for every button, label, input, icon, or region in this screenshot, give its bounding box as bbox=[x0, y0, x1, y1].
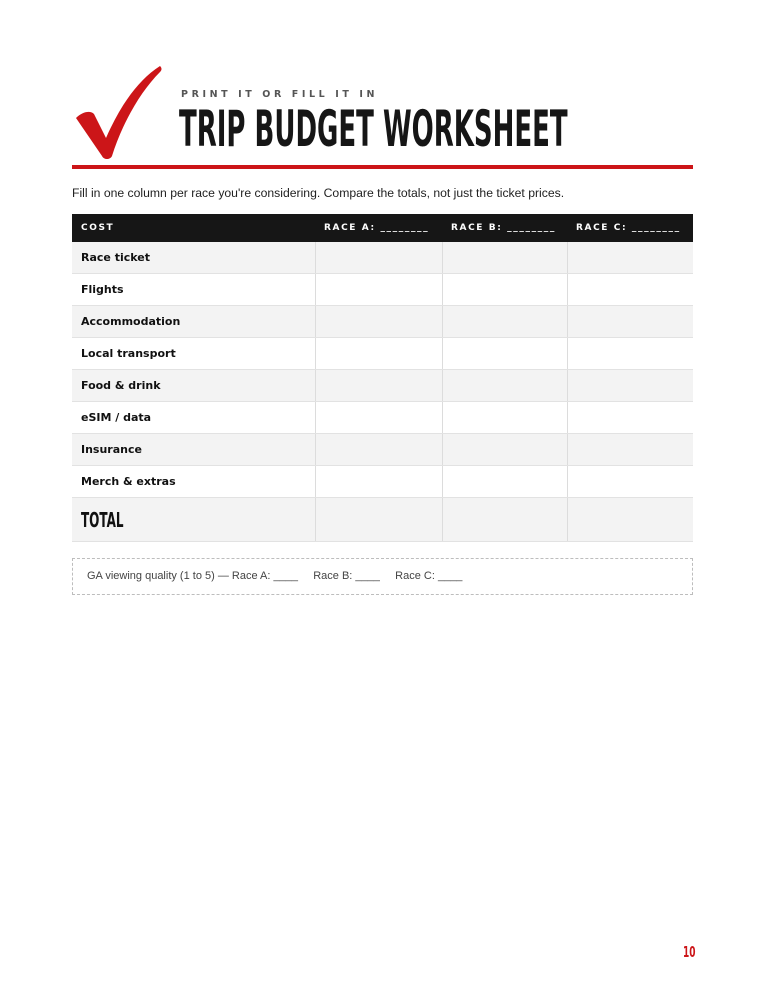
row-label: Flights bbox=[72, 274, 315, 306]
row-label: Merch & extras bbox=[72, 466, 315, 498]
race-b-cell[interactable] bbox=[442, 338, 567, 370]
table-row bbox=[72, 338, 693, 370]
table-row bbox=[72, 434, 693, 466]
page-header bbox=[72, 60, 693, 170]
race-a-cell[interactable] bbox=[315, 338, 442, 370]
race-b-cell[interactable] bbox=[442, 466, 567, 498]
race-c-cell[interactable] bbox=[567, 306, 693, 338]
race-c-cell[interactable] bbox=[567, 338, 693, 370]
race-c-cell[interactable] bbox=[567, 466, 693, 498]
race-b-cell[interactable] bbox=[442, 274, 567, 306]
table-row bbox=[72, 370, 693, 402]
race-b-cell[interactable] bbox=[442, 402, 567, 434]
race-c-cell[interactable] bbox=[567, 402, 693, 434]
table-row bbox=[72, 402, 693, 434]
race-c-cell[interactable] bbox=[567, 242, 693, 274]
row-label: Food & drink bbox=[72, 370, 315, 402]
race-c-cell[interactable] bbox=[567, 370, 693, 402]
checkmark-icon bbox=[72, 62, 164, 160]
total-label: TOTAL bbox=[81, 507, 124, 532]
race-b-cell[interactable] bbox=[442, 434, 567, 466]
race-a-cell[interactable] bbox=[315, 274, 442, 306]
table-row bbox=[72, 242, 693, 274]
total-label-cell bbox=[72, 498, 315, 542]
race-a-cell[interactable] bbox=[315, 434, 442, 466]
column-header-race-b: RACE B: ________ bbox=[442, 214, 567, 242]
column-header-cost: COST bbox=[72, 214, 315, 242]
race-a-total-cell[interactable] bbox=[315, 498, 442, 542]
race-c-cell[interactable] bbox=[567, 434, 693, 466]
row-label: Race ticket bbox=[72, 242, 315, 274]
header-kicker: PRINT IT OR FILL IT IN bbox=[181, 89, 379, 100]
race-c-total-cell[interactable] bbox=[567, 498, 693, 542]
viewing-quality-box bbox=[72, 558, 693, 595]
header-divider bbox=[72, 165, 693, 169]
row-label: Accommodation bbox=[72, 306, 315, 338]
page-title: TRIP BUDGET WORKSHEET bbox=[179, 100, 568, 158]
table-row bbox=[72, 274, 693, 306]
column-header-race-a: RACE A: ________ bbox=[315, 214, 442, 242]
column-header-race-c: RACE C: ________ bbox=[567, 214, 693, 242]
race-a-cell[interactable] bbox=[315, 370, 442, 402]
budget-table bbox=[72, 214, 693, 542]
race-a-cell[interactable] bbox=[315, 402, 442, 434]
table-header-row bbox=[72, 214, 693, 242]
viewing-quality-text: GA viewing quality (1 to 5) — Race A: ____ Race B: ____ Race C: ____ bbox=[87, 570, 463, 582]
row-label: eSIM / data bbox=[72, 402, 315, 434]
race-a-cell[interactable] bbox=[315, 466, 442, 498]
page-number: 10 bbox=[683, 943, 696, 961]
row-label: Insurance bbox=[72, 434, 315, 466]
race-b-cell[interactable] bbox=[442, 306, 567, 338]
race-b-cell[interactable] bbox=[442, 370, 567, 402]
total-row bbox=[72, 498, 693, 542]
table-row bbox=[72, 306, 693, 338]
table-row bbox=[72, 466, 693, 498]
race-b-cell[interactable] bbox=[442, 242, 567, 274]
race-a-cell[interactable] bbox=[315, 306, 442, 338]
race-a-cell[interactable] bbox=[315, 242, 442, 274]
race-b-total-cell[interactable] bbox=[442, 498, 567, 542]
race-c-cell[interactable] bbox=[567, 274, 693, 306]
row-label: Local transport bbox=[72, 338, 315, 370]
intro-text: Fill in one column per race you're considering. Compare the totals, not just the ticket prices. bbox=[72, 186, 565, 200]
